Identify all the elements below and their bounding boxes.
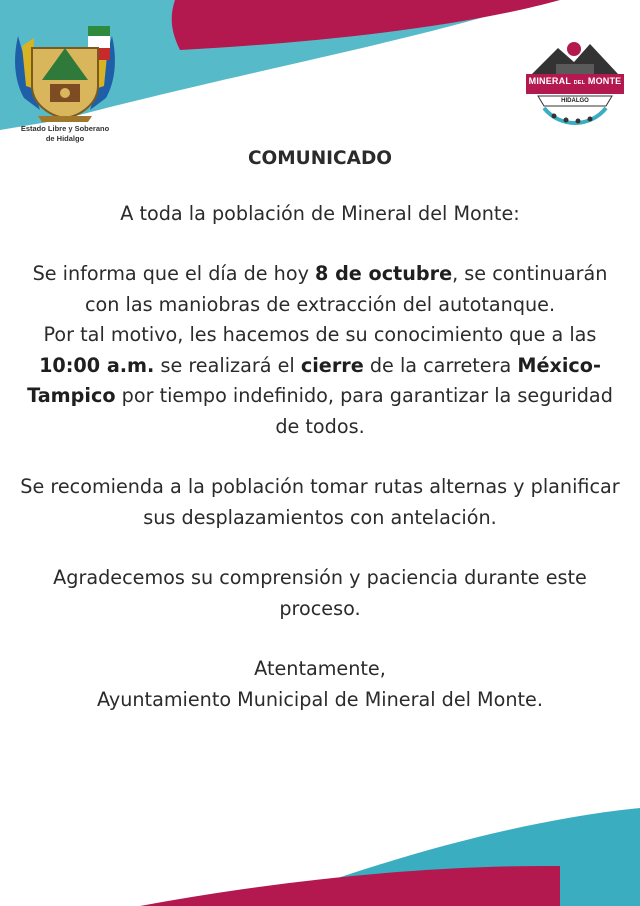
state-caption-line1: Estado Libre y Soberano xyxy=(20,124,110,133)
notice-closure: cierre xyxy=(300,353,364,377)
notice-paragraph-4: Agradecemos su comprensión y paciencia durante este proceso. xyxy=(53,566,587,620)
notice-body xyxy=(14,144,626,715)
notice-road: México-Tampico xyxy=(27,353,601,407)
state-caption-line2: de Hidalgo xyxy=(45,134,85,143)
notice-time: 10:00 a.m. xyxy=(39,353,155,377)
municipal-logo xyxy=(520,36,630,132)
notice-paragraph-1: Se informa que el día de hoy 8 de octubre, se continuarán con las maniobras de extracción del autotanque. xyxy=(32,262,608,316)
coat-of-arms-icon xyxy=(10,18,120,122)
notice-title: COMUNICADO xyxy=(247,148,393,169)
notice-signature: Ayuntamiento Municipal de Mineral del Monte. xyxy=(97,687,543,711)
spacer xyxy=(14,533,626,563)
state-caption xyxy=(8,124,122,144)
state-coat-of-arms xyxy=(10,18,120,126)
notice-paragraph-2: Por tal motivo, les hacemos de su conocimiento que a las 10:00 a.m. se realizará el cierre de la carretera México-Tampico por tiempo indefinido, para garantizar la seguridad de todos. xyxy=(27,323,613,438)
spacer xyxy=(14,442,626,472)
logo-state-label: HIDALGO xyxy=(561,98,589,104)
notice-paragraph-3: Se recomienda a la población tomar rutas alternas y planificar sus desplazamientos con antelación. xyxy=(20,475,620,529)
spacer xyxy=(14,624,626,654)
bottom-magenta-swoosh xyxy=(140,866,560,906)
notice-date: 8 de octubre xyxy=(315,262,453,285)
notice-closing: Atentamente, xyxy=(254,657,386,680)
logo-title: MINERAL DEL MONTE xyxy=(528,76,622,86)
notice-greeting: A toda la población de Mineral del Monte: xyxy=(120,201,520,225)
